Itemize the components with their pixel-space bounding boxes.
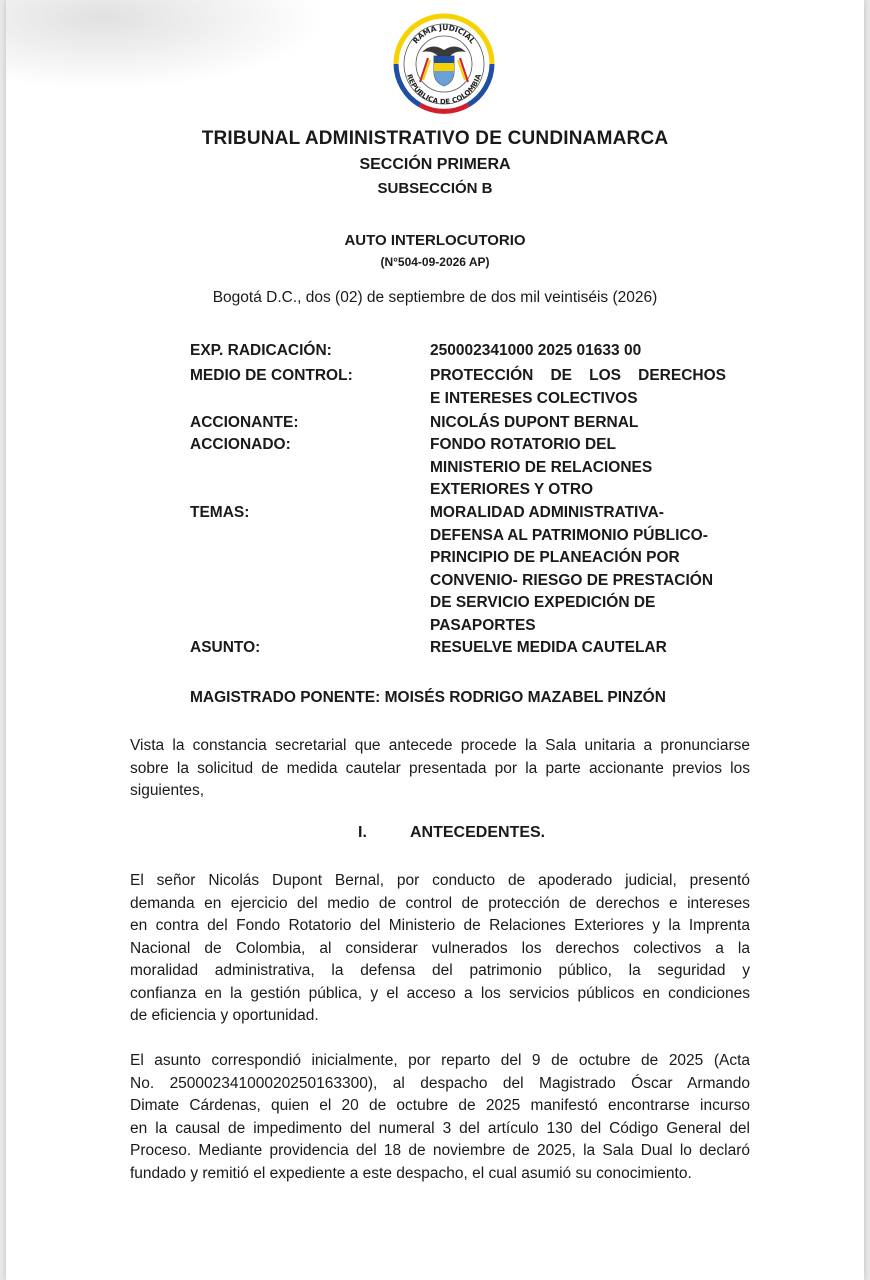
case-value-line: E INTERESES COLECTIVOS bbox=[430, 389, 638, 407]
svg-text:RAMA JUDICIAL: RAMA JUDICIAL bbox=[410, 22, 478, 46]
antecedentes-paragraph-2 bbox=[130, 1050, 750, 1185]
paragraph-line: en contra del Fondo Rotatorio del Ministerio de Relaciones Exteriores y la Imprenta bbox=[130, 917, 750, 934]
case-value bbox=[430, 365, 726, 410]
paragraph-line: Proceso. Mediante providencia del 18 de noviembre de 2025, la Sala Dual lo declaró bbox=[130, 1142, 750, 1159]
magistrado-ponente: MAGISTRADO PONENTE: MOISÉS RODRIGO MAZABEL PINZÓN bbox=[190, 689, 666, 706]
case-value-line: RESUELVE MEDIDA CAUTELAR bbox=[430, 639, 667, 656]
case-label: ACCIONANTE: bbox=[190, 414, 299, 431]
court-section: SECCIÓN PRIMERA bbox=[359, 156, 511, 173]
paragraph-line: demanda en ejercicio del medio de control de protección de derechos e intereses bbox=[130, 894, 750, 912]
case-value-line: MORALIDAD ADMINISTRATIVA- bbox=[430, 504, 664, 521]
case-value bbox=[430, 412, 726, 435]
case-value bbox=[430, 637, 726, 660]
case-value-line: PRINCIPIO DE PLANEACIÓN POR bbox=[430, 549, 680, 566]
case-label: ACCIONADO: bbox=[190, 436, 291, 453]
paragraph-line: moralidad administrativa, la defensa del patrimonio público, la seguridad y bbox=[130, 962, 750, 979]
case-value bbox=[430, 434, 726, 502]
case-value-line: 250002341000 2025 01633 00 bbox=[430, 342, 642, 359]
case-value-line: NICOLÁS DUPONT BERNAL bbox=[430, 414, 639, 431]
paragraph-line: Vista la constancia secretarial que antecede procede la Sala unitaria a pronunciarse bbox=[130, 737, 750, 754]
paragraph-line: El asunto correspondió inicialmente, por reparto del 9 de octubre de 2025 (Acta bbox=[130, 1052, 750, 1069]
case-value-line: EXTERIORES Y OTRO bbox=[430, 481, 594, 498]
case-label: MEDIO DE CONTROL: bbox=[190, 367, 353, 384]
section-number: I. bbox=[358, 824, 367, 841]
paragraph-line: sobre la solicitud de medida cautelar presentada por la parte accionante previos los bbox=[130, 759, 750, 777]
paragraph-line: siguientes, bbox=[130, 782, 205, 799]
auto-number: (N°504-09-2026 AP) bbox=[380, 255, 490, 269]
court-subsection: SUBSECCIÓN B bbox=[377, 180, 493, 197]
svg-text:REPÚBLICA DE COLOMBIA: REPÚBLICA DE COLOMBIA bbox=[405, 73, 483, 107]
case-label: ASUNTO: bbox=[190, 639, 261, 656]
rama-judicial-seal-logo bbox=[392, 12, 496, 116]
case-value bbox=[430, 502, 726, 637]
case-label: TEMAS: bbox=[190, 504, 250, 521]
scan-smudge bbox=[6, 0, 326, 90]
section-title: ANTECEDENTES. bbox=[410, 824, 546, 841]
paragraph-line: No. 25000234100020250163300), al despacho del Magistrado Óscar Armando bbox=[130, 1074, 750, 1092]
case-value-line: MINISTERIO DE RELACIONES bbox=[430, 458, 653, 476]
paragraph-line: en la causal de impedimento del numeral 3 del artículo 130 del Código General del bbox=[130, 1119, 750, 1137]
paragraph-line: de eficiencia y oportunidad. bbox=[130, 1007, 319, 1024]
court-name: TRIBUNAL ADMINISTRATIVO DE CUNDINAMARCA bbox=[201, 128, 669, 149]
auto-title: AUTO INTERLOCUTORIO bbox=[344, 232, 526, 249]
document-date: Bogotá D.C., dos (02) de septiembre de dos mil veintiséis (2026) bbox=[212, 289, 658, 306]
paragraph-line: confianza en la gestión pública, y el acceso a los servicios públicos en condiciones bbox=[130, 984, 750, 1002]
case-value-line: CONVENIO- RIESGO DE PRESTACIÓN bbox=[430, 571, 714, 589]
case-value-line: PROTECCIÓN DE LOS DERECHOS bbox=[430, 367, 726, 384]
case-value bbox=[430, 340, 726, 363]
intro-paragraph bbox=[130, 735, 750, 803]
case-value-line: PASAPORTES bbox=[430, 616, 536, 634]
case-value-line: DE SERVICIO EXPEDICIÓN DE bbox=[430, 594, 656, 611]
paragraph-line: fundado y remitió el expediente a este despacho, el cual asumió su conocimiento. bbox=[130, 1164, 692, 1182]
document-page bbox=[6, 0, 864, 1280]
paragraph-line: El señor Nicolás Dupont Bernal, por conducto de apoderado judicial, presentó bbox=[130, 872, 750, 889]
case-label: EXP. RADICACIÓN: bbox=[190, 342, 332, 359]
case-value-line: FONDO ROTATORIO DEL bbox=[430, 436, 616, 453]
antecedentes-paragraph-1 bbox=[130, 870, 750, 1028]
paragraph-line: Dimate Cárdenas, quien el 20 de octubre de 2025 manifestó encontrarse incurso bbox=[130, 1097, 750, 1114]
case-value-line: DEFENSA AL PATRIMONIO PÚBLICO- bbox=[430, 526, 708, 544]
paragraph-line: Nacional de Colombia, al considerar vulnerados los derechos colectivos a la bbox=[130, 939, 750, 957]
